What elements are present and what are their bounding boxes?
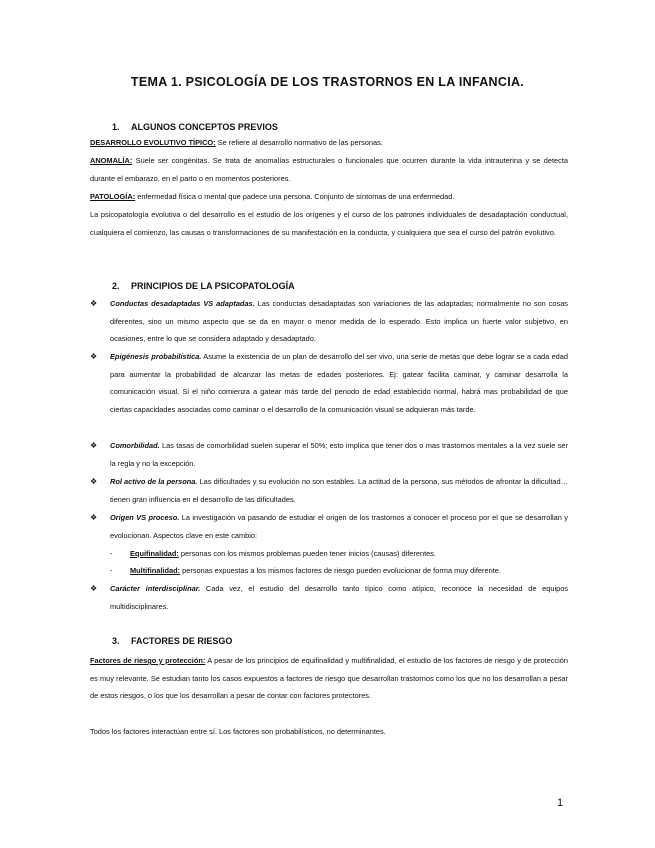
diamond-bullet-icon: ❖ [90,299,98,308]
concept-text: Se refiere al desarrollo normativo de las personas. [215,138,383,147]
section-heading-1 [112,122,278,132]
concept-text: Suele ser congénitas. Se trata de anomalías estructurales o funcionales que ocurren durante la vida intrauterina y se detecta durante el embarazo, en el parto o en momentos posteriores. [90,156,568,183]
risk-term: Factores de riesgo y protección: [90,656,206,665]
section-number: 2. [112,281,120,291]
principle-term: Carácter interdisciplinar. [110,584,201,593]
diamond-bullet-icon: ❖ [90,584,98,593]
diamond-bullet-icon: ❖ [90,441,98,450]
concept-term: ANOMALÍA: [90,156,133,165]
dash-bullet: - [110,566,113,575]
principle-term: Origen VS proceso. [110,513,180,522]
section-label: FACTORES DE RIESGO [131,636,233,646]
sub-text: personas con los mismos problemas pueden tener inicios (causas) diferentes. [178,549,437,558]
principle-term: Epigénesis probabilística. [110,352,202,361]
risk-text: A pesar de los principios de equifinalidad y multifinalidad, el estudio de los factores de riesgo y de protección es muy relevante. Se estudian tanto los casos expuestos a factores de riesgo que desarrollan trastornos como los que no los desarrollan a pesar de estos riesgos, o los que los desarrollan a pesar de contar con factores protectores. [90,656,568,700]
concept-patologia [90,188,568,206]
section-label: ALGUNOS CONCEPTOS PREVIOS [131,122,278,132]
concept-term: PATOLOGÍA: [90,192,136,201]
concept-term: DESARROLLO EVOLUTIVO TÍPICO: [90,138,216,147]
section-heading-2 [112,281,295,291]
section-heading-3 [112,636,232,646]
principle-item [90,437,568,472]
principle-item [90,509,568,544]
principle-term: Comorbilidad. [110,441,160,450]
definition-paragraph: La psicopatología evolutiva o del desarrollo es el estudio de los orígenes y el curso de los patrones individuales de desadaptación conductual, cualquiera el comienzo, las causas o transformaciones de su manifestación en la conducta, y cualquiera que sea el curso del patrón evolutivo. [90,210,568,237]
section-number: 1. [112,122,120,132]
concept-desarrollo [90,134,568,152]
page-number: 1 [557,797,564,809]
principle-text: Cada vez, el estudio del desarrollo tanto típico como atípico, reconoce la necesidad de equipos multidisciplinares. [110,584,568,611]
principle-item [90,580,568,615]
principle-text: Las dificultades y su evolución no son estables. La actitud de la persona, sus métodos de afrontar la dificultad… tienen gran influencia en el desarrollo de las dificultades. [110,477,568,504]
principle-text: Las tasas de comorbilidad suelen superar el 50%; esto implica que tener dos o mas trastornos mentales a la vez suele ser la regla y no la excepción. [110,441,568,468]
diamond-bullet-icon: ❖ [90,352,98,361]
sub-item-equifinalidad [110,545,568,563]
principle-term: Conductas desadaptadas VS adaptadas. [110,299,255,308]
principle-term: Rol activo de la persona. [110,477,198,486]
diamond-bullet-icon: ❖ [90,477,98,486]
section-number: 3. [112,636,120,646]
risk-paragraph [90,652,568,705]
concept-anomalia [90,152,568,187]
principle-text: Asume la existencia de un plan de desarrollo del ser vivo, una serie de metas que debe lograr se a cada edad para aumentar la probabilidad de alcanzar las metas de edades posteriores. Ej: gatear facilita caminar, y caminar desarrolla la comunicación visual. Si el niño comienza a gatear más tarde del periodo de edad establecido normal, habrá mas probabilidad de que ciertas capacidades asociadas como caminar o el desarrollo de la comunicación visual se adquieran más tarde. [110,352,569,414]
page-title: TEMA 1. PSICOLOGÍA DE LOS TRASTORNOS EN LA INFANCIA. [130,75,525,89]
sub-item-multifinalidad [110,562,568,580]
diamond-bullet-icon: ❖ [90,513,98,522]
dash-bullet: - [110,549,113,558]
principle-text: La investigación va pasando de estudiar el origen de los trastornos a conocer el proceso por el que se desarrollan y evolucionan. Aspectos clave en este cambio: [110,513,568,540]
sub-term: Multifinalidad: [130,566,181,575]
closing-paragraph: Todos los factores interactúan entre sí. Los factores son probabilísticos, no determinantes. [90,727,386,736]
principle-item [90,295,568,348]
sub-text: personas expuestas a los mismos factores de riesgo pueden evolucionar de forma muy diferente. [180,566,501,575]
concept-text: enfermedad física o mental que padece una persona. Conjunto de síntomas de una enfermedad. [135,192,455,201]
sub-term: Equifinalidad: [130,549,179,558]
section-label: PRINCIPIOS DE LA PSICOPATOLOGÍA [131,281,295,291]
principle-item [90,348,568,418]
principle-text: Las conductas desadaptadas son variaciones de las adaptadas; normalmente no son cosas diferentes, sino un mismo aspecto que se da en mayor o menor medida de lo esperado. Esto implica un fuerte valor subjetivo, en ocasiones, entre lo que se considera adaptado y desadaptado. [110,299,568,343]
principle-item [90,473,568,508]
